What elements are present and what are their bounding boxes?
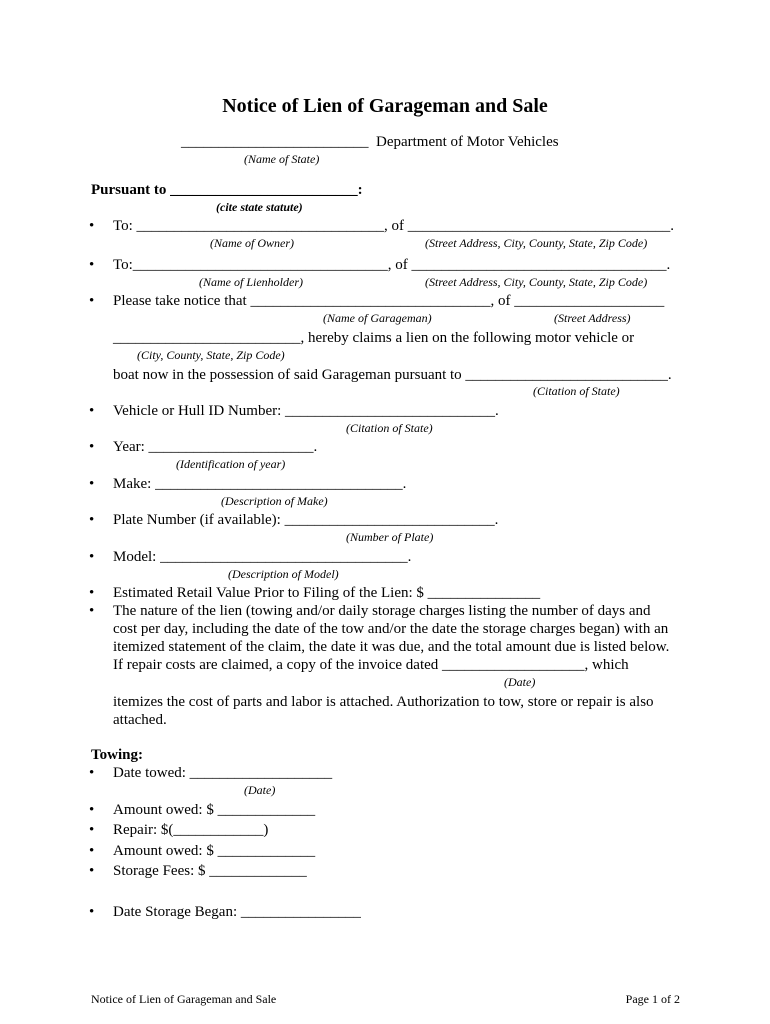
year-line: Year: ______________________. (113, 439, 318, 455)
document-title: Notice of Lien of Garageman and Sale (222, 95, 548, 117)
amount-owed-line-1: Amount owed: $ _____________ (113, 802, 316, 818)
bullet-icon: • (89, 603, 95, 619)
date-towed-line: Date towed: ___________________ (113, 765, 333, 781)
retail-value-line: Estimated Retail Value Prior to Filing of the Lien: $ _______________ (113, 585, 541, 601)
bullet-icon: • (89, 293, 95, 309)
bullet-icon: • (89, 257, 95, 273)
possession-label: (Citation of State) (533, 384, 620, 398)
bullet-icon: • (89, 439, 95, 455)
towing-heading: Towing: (91, 747, 143, 763)
to-owner-line: To: _________________________________, of ___________________________________. (113, 218, 675, 234)
model-line: Model: _________________________________. (113, 549, 412, 565)
possession-line: boat now in the possession of said Garageman pursuant to ___________________________. (113, 367, 672, 383)
bullet-icon: • (89, 904, 95, 920)
nature-line-2: cost per day, including the date of the tow and/or the date the storage charges began) with an (113, 621, 669, 637)
date-storage-began-line: Date Storage Began: ________________ (113, 904, 361, 920)
vehicle-id-label: (Citation of State) (346, 421, 433, 435)
owner-name-label: (Name of Owner) (210, 236, 294, 250)
make-label: (Description of Make) (221, 494, 328, 508)
nature-line-4: If repair costs are claimed, a copy of the invoice dated ___________________, which (113, 657, 629, 673)
bullet-icon: • (89, 843, 95, 859)
bullet-icon: • (89, 863, 95, 879)
date-towed-label: (Date) (244, 783, 276, 797)
invoice-date-label: (Date) (504, 675, 536, 689)
garageman-name-label: (Name of Garageman) (323, 311, 432, 325)
notice-line: Please take notice that ________________________________, of ____________________ (113, 293, 665, 309)
bullet-icon: • (89, 403, 95, 419)
pursuant-line: Pursuant to _________________________: (91, 182, 363, 198)
bullet-icon: • (89, 802, 95, 818)
nature-line-1: The nature of the lien (towing and/or daily storage charges listing the number of days and (113, 603, 651, 619)
nature-line-3: itemized statement of the claim, the date it was due, and the total amount due is listed below. (113, 639, 670, 655)
footer-page-number: Page 1 of 2 (625, 992, 680, 1006)
itemizes-line-2: attached. (113, 712, 167, 728)
bullet-icon: • (89, 585, 95, 601)
bullet-icon: • (89, 765, 95, 781)
owner-address-label: (Street Address, City, County, State, Zip Code) (425, 236, 648, 250)
lienholder-name-label: (Name of Lienholder) (199, 275, 303, 289)
year-label: (Identification of year) (176, 457, 286, 471)
claims-line: _________________________, hereby claims a lien on the following motor vehicle or (113, 330, 635, 346)
dmv-label: (Name of State) (244, 152, 320, 166)
model-label: (Description of Model) (228, 567, 339, 581)
footer-title: Notice of Lien of Garageman and Sale (91, 992, 277, 1006)
plate-line: Plate Number (if available): ____________________________. (113, 512, 499, 528)
bullet-icon: • (89, 218, 95, 234)
plate-label: (Number of Plate) (346, 530, 434, 544)
bullet-icon: • (89, 476, 95, 492)
bullet-icon: • (89, 822, 95, 838)
to-lienholder-line: To:__________________________________, of __________________________________. (113, 257, 671, 273)
make-line: Make: _________________________________. (113, 476, 407, 492)
lienholder-address-label: (Street Address, City, County, State, Zip Code) (425, 275, 648, 289)
dmv-line: _________________________ Department of Motor Vehicles (181, 134, 559, 150)
storage-fees-line: Storage Fees: $ _____________ (113, 863, 307, 879)
claims-label: (City, County, State, Zip Code) (137, 348, 285, 362)
bullet-icon: • (89, 512, 95, 528)
pursuant-label: (cite state statute) (216, 200, 303, 214)
garageman-address-label: (Street Address) (554, 311, 631, 325)
itemizes-line-1: itemizes the cost of parts and labor is attached. Authorization to tow, store or repair is also (113, 694, 654, 710)
amount-owed-line-2: Amount owed: $ _____________ (113, 843, 316, 859)
vehicle-id-line: Vehicle or Hull ID Number: ____________________________. (113, 403, 499, 419)
bullet-icon: • (89, 549, 95, 565)
repair-line: Repair: $(____________) (113, 822, 269, 838)
